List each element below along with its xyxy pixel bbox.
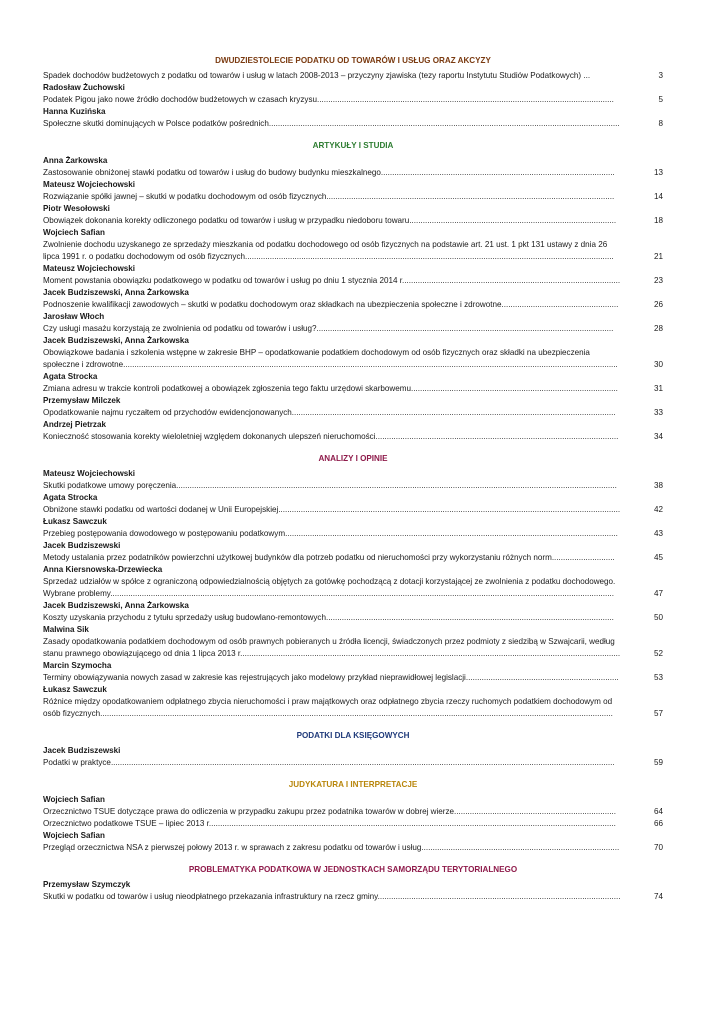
toc-entry-line	[43, 191, 621, 203]
article-author: Mateusz Wojciechowski	[43, 469, 136, 478]
article-author: Marcin Szymocha	[43, 661, 112, 670]
toc-entry-line	[43, 383, 621, 395]
toc-entry[interactable]	[43, 757, 663, 769]
toc-entry-line	[43, 431, 621, 443]
page-number: 45	[653, 553, 663, 562]
article-author: Radosław Żuchowski	[43, 83, 125, 92]
leader-dots: ....................................................	[501, 300, 619, 309]
article-author: Jacek Budziszewski, Anna Żarkowska	[43, 288, 189, 297]
page-number: 23	[653, 276, 663, 285]
leader-dots: ....................................................................................................................................	[316, 324, 614, 333]
article-title: Rozwiązanie spółki jawnej – skutki w podatku dochodowym od osób fizycznych	[43, 192, 327, 201]
article-title: Koszty uzyskania przychodu z tytułu sprzedaży usług budowlano-remontowych	[43, 613, 326, 622]
page-number: 50	[653, 613, 663, 622]
page-number: 42	[653, 505, 663, 514]
leader-dots: ................................................................................................................................................................................................................................	[110, 758, 615, 767]
leader-dots: ........................................................................................................................................................	[278, 505, 621, 514]
article-title: Konieczność stosowania korekty wieloletniej względem dokonanych ulepszeń nieruchomości	[43, 432, 376, 441]
article-author: Wojciech Safian	[43, 795, 105, 804]
toc-entry[interactable]	[43, 383, 663, 395]
section-heading: ANALIZY I OPINIE	[318, 454, 388, 463]
leader-dots: ................................................................................................................................	[326, 192, 615, 201]
article-title: Obniżone stawki podatku od wartości dodanej w Unii Europejskiej	[43, 505, 279, 514]
leader-dots: ....................................................................................................................................	[317, 95, 614, 104]
page-number: 3	[658, 71, 663, 80]
toc-entry-line	[43, 480, 621, 492]
toc-entry[interactable]	[43, 842, 663, 854]
leader-dots: ....................................................................................................................................................................................	[211, 819, 616, 828]
toc-entry[interactable]	[43, 696, 663, 720]
article-title: Metody ustalania przez podatników powierzchni użytkowej budynków dla potrzeb podatku od nieruchomości przy wykorzystaniu różnych norm	[43, 553, 552, 562]
toc-entry-line	[43, 504, 621, 516]
article-author: Agata Strocka	[43, 372, 98, 381]
article-author: Anna Kiersnowska-Drzewiecka	[43, 565, 163, 574]
article-author: Piotr Wesołowski	[43, 204, 110, 213]
toc-entry-line	[43, 552, 621, 564]
leader-dots: ........................................................................................	[421, 843, 620, 852]
toc-entry[interactable]	[43, 528, 663, 540]
page-number: 34	[653, 432, 663, 441]
article-title: Obowiązek dokonania korekty odliczonego podatku od towarów i usług w przypadku niedoboru towaru	[43, 216, 410, 225]
leader-dots: ............................................................................................................................................................................................................................	[123, 360, 618, 369]
toc-entry-line	[43, 696, 621, 720]
toc-entry[interactable]	[43, 323, 663, 335]
page-number: 66	[653, 819, 663, 828]
page-number: 47	[653, 589, 663, 598]
toc-entry-line	[43, 275, 621, 287]
page-number: 64	[653, 807, 663, 816]
page-number: 52	[653, 649, 663, 658]
section-heading: DWUDZIESTOLECIE PODATKU OD TOWARÓW I USŁUG ORAZ AKCYZY	[215, 56, 491, 65]
table-of-contents	[43, 55, 663, 903]
article-title: Skutki podatkowe umowy poręczenia	[43, 481, 177, 490]
article-author: Jacek Budziszewski, Anna Żarkowska	[43, 336, 189, 345]
toc-entry[interactable]	[43, 191, 663, 203]
section-heading: JUDYKATURA I INTERPRETACJE	[288, 780, 418, 789]
article-title: Zwolnienie dochodu uzyskanego ze sprzedaży mieszkania od podatku dochodowego od osób fizycznych na podstawie art. 21 ust. 1 pkt 131 ustawy z dnia 26 lipca 1991 r. o podatku dochodowym od osób fizycznych	[43, 240, 608, 261]
leader-dots: ................................................................................................................................................................................................................................	[110, 589, 614, 598]
leader-dots: ............................................................................................	[409, 216, 617, 225]
toc-entry[interactable]	[43, 672, 663, 684]
article-author: Wojciech Safian	[43, 228, 105, 237]
article-author: Jacek Budziszewski	[43, 541, 121, 550]
page-number: 28	[653, 324, 663, 333]
leader-dots: ................................................................................................	[404, 276, 621, 285]
page-number: 8	[658, 119, 663, 128]
toc-entry-line	[43, 347, 621, 371]
toc-entry[interactable]	[43, 806, 663, 818]
page-number: 18	[653, 216, 663, 225]
article-author: Mateusz Wojciechowski	[43, 264, 136, 273]
toc-entry[interactable]	[43, 576, 663, 600]
toc-entry-line	[43, 818, 621, 830]
page-number: 26	[653, 300, 663, 309]
toc-entry[interactable]	[43, 480, 663, 492]
article-author: Łukasz Sawczuk	[43, 685, 107, 694]
article-author: Mateusz Wojciechowski	[43, 180, 136, 189]
leader-dots: ................................................................................................................................	[325, 613, 614, 622]
article-title: Podnoszenie kwalifikacji zawodowych – skutki w podatku dochodowym oraz składkach na ubezpieczenia społeczne i zdrowotne	[43, 300, 502, 309]
article-title: Terminy obowiązywania nowych zasad w zakresie kas rejestrujących jako modelowy przykład nieprawidłowej legislacji	[43, 673, 466, 682]
leader-dots: ....................................................................................................................................................................................................................................	[100, 709, 613, 718]
page-number: 53	[653, 673, 663, 682]
toc-entry-line	[43, 757, 621, 769]
page-number: 57	[653, 709, 663, 718]
page-number: 33	[653, 408, 663, 417]
toc-entry-line	[43, 239, 621, 263]
article-title: Przebieg postępowania dowodowego w postępowaniu podatkowym	[43, 529, 286, 538]
toc-entry[interactable]	[43, 818, 663, 830]
toc-entry[interactable]	[43, 167, 663, 179]
toc-entry-line	[43, 528, 621, 540]
leader-dots: ............................	[551, 553, 615, 562]
article-title: Obowiązkowe badania i szkolenia wstępne w zakresie BHP – opodatkowanie podatkiem dochodowym od osób fizycznych oraz składki na ubezpieczenia społeczne i zdrowotne	[43, 348, 590, 369]
leader-dots: ....................................................................................................................................................................	[245, 252, 614, 261]
toc-entry[interactable]	[43, 94, 663, 106]
toc-entry-line	[43, 612, 621, 624]
leader-dots: ............................................................................................................................................................	[268, 119, 620, 128]
toc-entry-line	[43, 891, 621, 903]
toc-entry[interactable]	[43, 891, 663, 903]
leader-dots: ........................................................................................................................................................................	[242, 649, 621, 658]
page-number: 38	[653, 481, 663, 490]
article-author: Hanna Kuzińska	[43, 107, 106, 116]
article-author: Jarosław Włoch	[43, 312, 105, 321]
toc-entry[interactable]	[43, 70, 663, 82]
toc-entry-line	[43, 70, 621, 82]
article-title: Zmiana adresu w trakcie kontroli podatkowej a obowiązek zgłoszenia tego faktu urzędowi skarbowemu	[43, 384, 412, 393]
article-title: Czy usługi masażu korzystają ze zwolnienia od podatku od towarów i usług?	[43, 324, 317, 333]
toc-entry[interactable]	[43, 636, 663, 660]
toc-entry[interactable]	[43, 504, 663, 516]
article-author: Przemysław Szymczyk	[43, 880, 131, 889]
leader-dots: ....................................................................................................................................................	[285, 529, 618, 538]
article-author: Jacek Budziszewski	[43, 746, 121, 755]
leader-dots: ....................................................................	[465, 673, 619, 682]
page-number: 5	[658, 95, 663, 104]
article-title: Orzecznictwo podatkowe TSUE – lipiec 2013 r.	[43, 819, 212, 828]
leader-dots: ............................................................................................................	[377, 892, 621, 901]
toc-entry-line	[43, 842, 621, 854]
article-title: Podatki w praktyce	[43, 758, 111, 767]
toc-entry-line	[43, 215, 621, 227]
toc-entry-line	[43, 323, 621, 335]
article-title: Przegląd orzecznictwa NSA z pierwszej połowy 2013 r. w sprawach z zakresu podatku od towarów i usług	[43, 843, 422, 852]
article-title: Spadek dochodów budżetowych z podatku od towarów i usług w latach 2008-2013 – przyczyny zjawiska (tezy raportu Instytutu Studiów Podatkowych) ...	[43, 71, 591, 80]
section-heading: PROBLEMATYKA PODATKOWA W JEDNOSTKACH SAMORZĄDU TERYTORIALNEGO	[188, 865, 518, 874]
page-number: 31	[653, 384, 663, 393]
toc-entry[interactable]	[43, 347, 663, 371]
toc-entry[interactable]	[43, 431, 663, 443]
toc-entry-line	[43, 299, 621, 311]
toc-entry[interactable]	[43, 275, 663, 287]
toc-entry-line	[43, 407, 621, 419]
article-author: Andrzej Pietrzak	[43, 420, 106, 429]
article-title: Podatek Pigou jako nowe źródło dochodów budżetowych w czasach kryzysu	[43, 95, 317, 104]
leader-dots: ............................................................................................	[411, 384, 618, 393]
toc-entry-line	[43, 167, 621, 179]
article-title: Zastosowanie obniżonej stawki podatku od towarów i usług do budowy budynku mieszkalnego	[43, 168, 381, 177]
article-author: Malwina Sik	[43, 625, 89, 634]
toc-entry-line	[43, 636, 621, 660]
leader-dots: ................................................................................................................................................	[291, 408, 616, 417]
toc-entry[interactable]	[43, 239, 663, 263]
article-author: Przemysław Milczek	[43, 396, 121, 405]
toc-entry[interactable]	[43, 118, 663, 130]
leader-dots: ....................................................................................................................................................................................................	[176, 481, 617, 490]
leader-dots: ............................................................................................................	[375, 432, 619, 441]
page-number: 43	[653, 529, 663, 538]
toc-entry-line	[43, 576, 621, 600]
page-number: 14	[653, 192, 663, 201]
toc-entry[interactable]	[43, 612, 663, 624]
article-title: Zasady opodatkowania podatkiem dochodowym od osób prawnych pobieranych u źródła licencji, świadczonych przez podmioty z siedzibą w Szwajcarii, według stanu prawnego obowiązującego od dnia 1 lipca 2013 r.	[43, 637, 615, 658]
article-title: Różnice między opodatkowaniem odpłatnego zbycia nieruchomości i praw majątkowych oraz odpłatnego zbycia rzeczy ruchomych podatkiem dochodowym od osób fizycznych	[43, 697, 613, 718]
page-number: 13	[653, 168, 663, 177]
page-number: 59	[653, 758, 663, 767]
leader-dots: ........................................................................	[454, 807, 616, 816]
section-heading: PODATKI DLA KSIĘGOWYCH	[296, 731, 410, 740]
toc-entry-line	[43, 672, 621, 684]
article-title: Sprzedaż udziałów w spółce z ograniczoną odpowiedzialnością objętych za gotówkę pochodzącą z dotacji korzystającej ze zwolnienia z podatku dochodowego. Wybrane problemy	[43, 577, 616, 598]
article-author: Łukasz Sawczuk	[43, 517, 107, 526]
article-title: Opodatkowanie najmu ryczałtem od przychodów ewidencjonowanych	[43, 408, 292, 417]
toc-entry-line	[43, 94, 621, 106]
article-title: Moment powstania obowiązku podatkowego w podatku od towarów i usług po dniu 1 stycznia 2014 r.	[43, 276, 405, 285]
article-author: Anna Żarkowska	[43, 156, 108, 165]
article-title: Społeczne skutki dominujących w Polsce podatków pośrednich	[43, 119, 269, 128]
article-author: Wojciech Safian	[43, 831, 105, 840]
toc-entry[interactable]	[43, 407, 663, 419]
page-number: 30	[653, 360, 663, 369]
article-author: Agata Strocka	[43, 493, 98, 502]
toc-entry-line	[43, 806, 621, 818]
page-number: 74	[653, 892, 663, 901]
page-number: 70	[653, 843, 663, 852]
toc-entry[interactable]	[43, 552, 663, 564]
article-author: Jacek Budziszewski, Anna Żarkowska	[43, 601, 189, 610]
article-title: Orzecznictwo TSUE dotyczące prawa do odliczenia w przypadku zakupu przez podatnika towarów w dobrej wierze	[43, 807, 455, 816]
page-number: 21	[653, 252, 663, 261]
toc-entry[interactable]	[43, 299, 663, 311]
leader-dots: ........................................................................................................	[380, 168, 615, 177]
section-heading: ARTYKUŁY I STUDIA	[312, 141, 394, 150]
toc-entry-line	[43, 118, 621, 130]
toc-entry[interactable]	[43, 215, 663, 227]
article-title: Skutki w podatku od towarów i usług nieodpłatnego przekazania infrastruktury na rzecz gminy	[43, 892, 378, 901]
